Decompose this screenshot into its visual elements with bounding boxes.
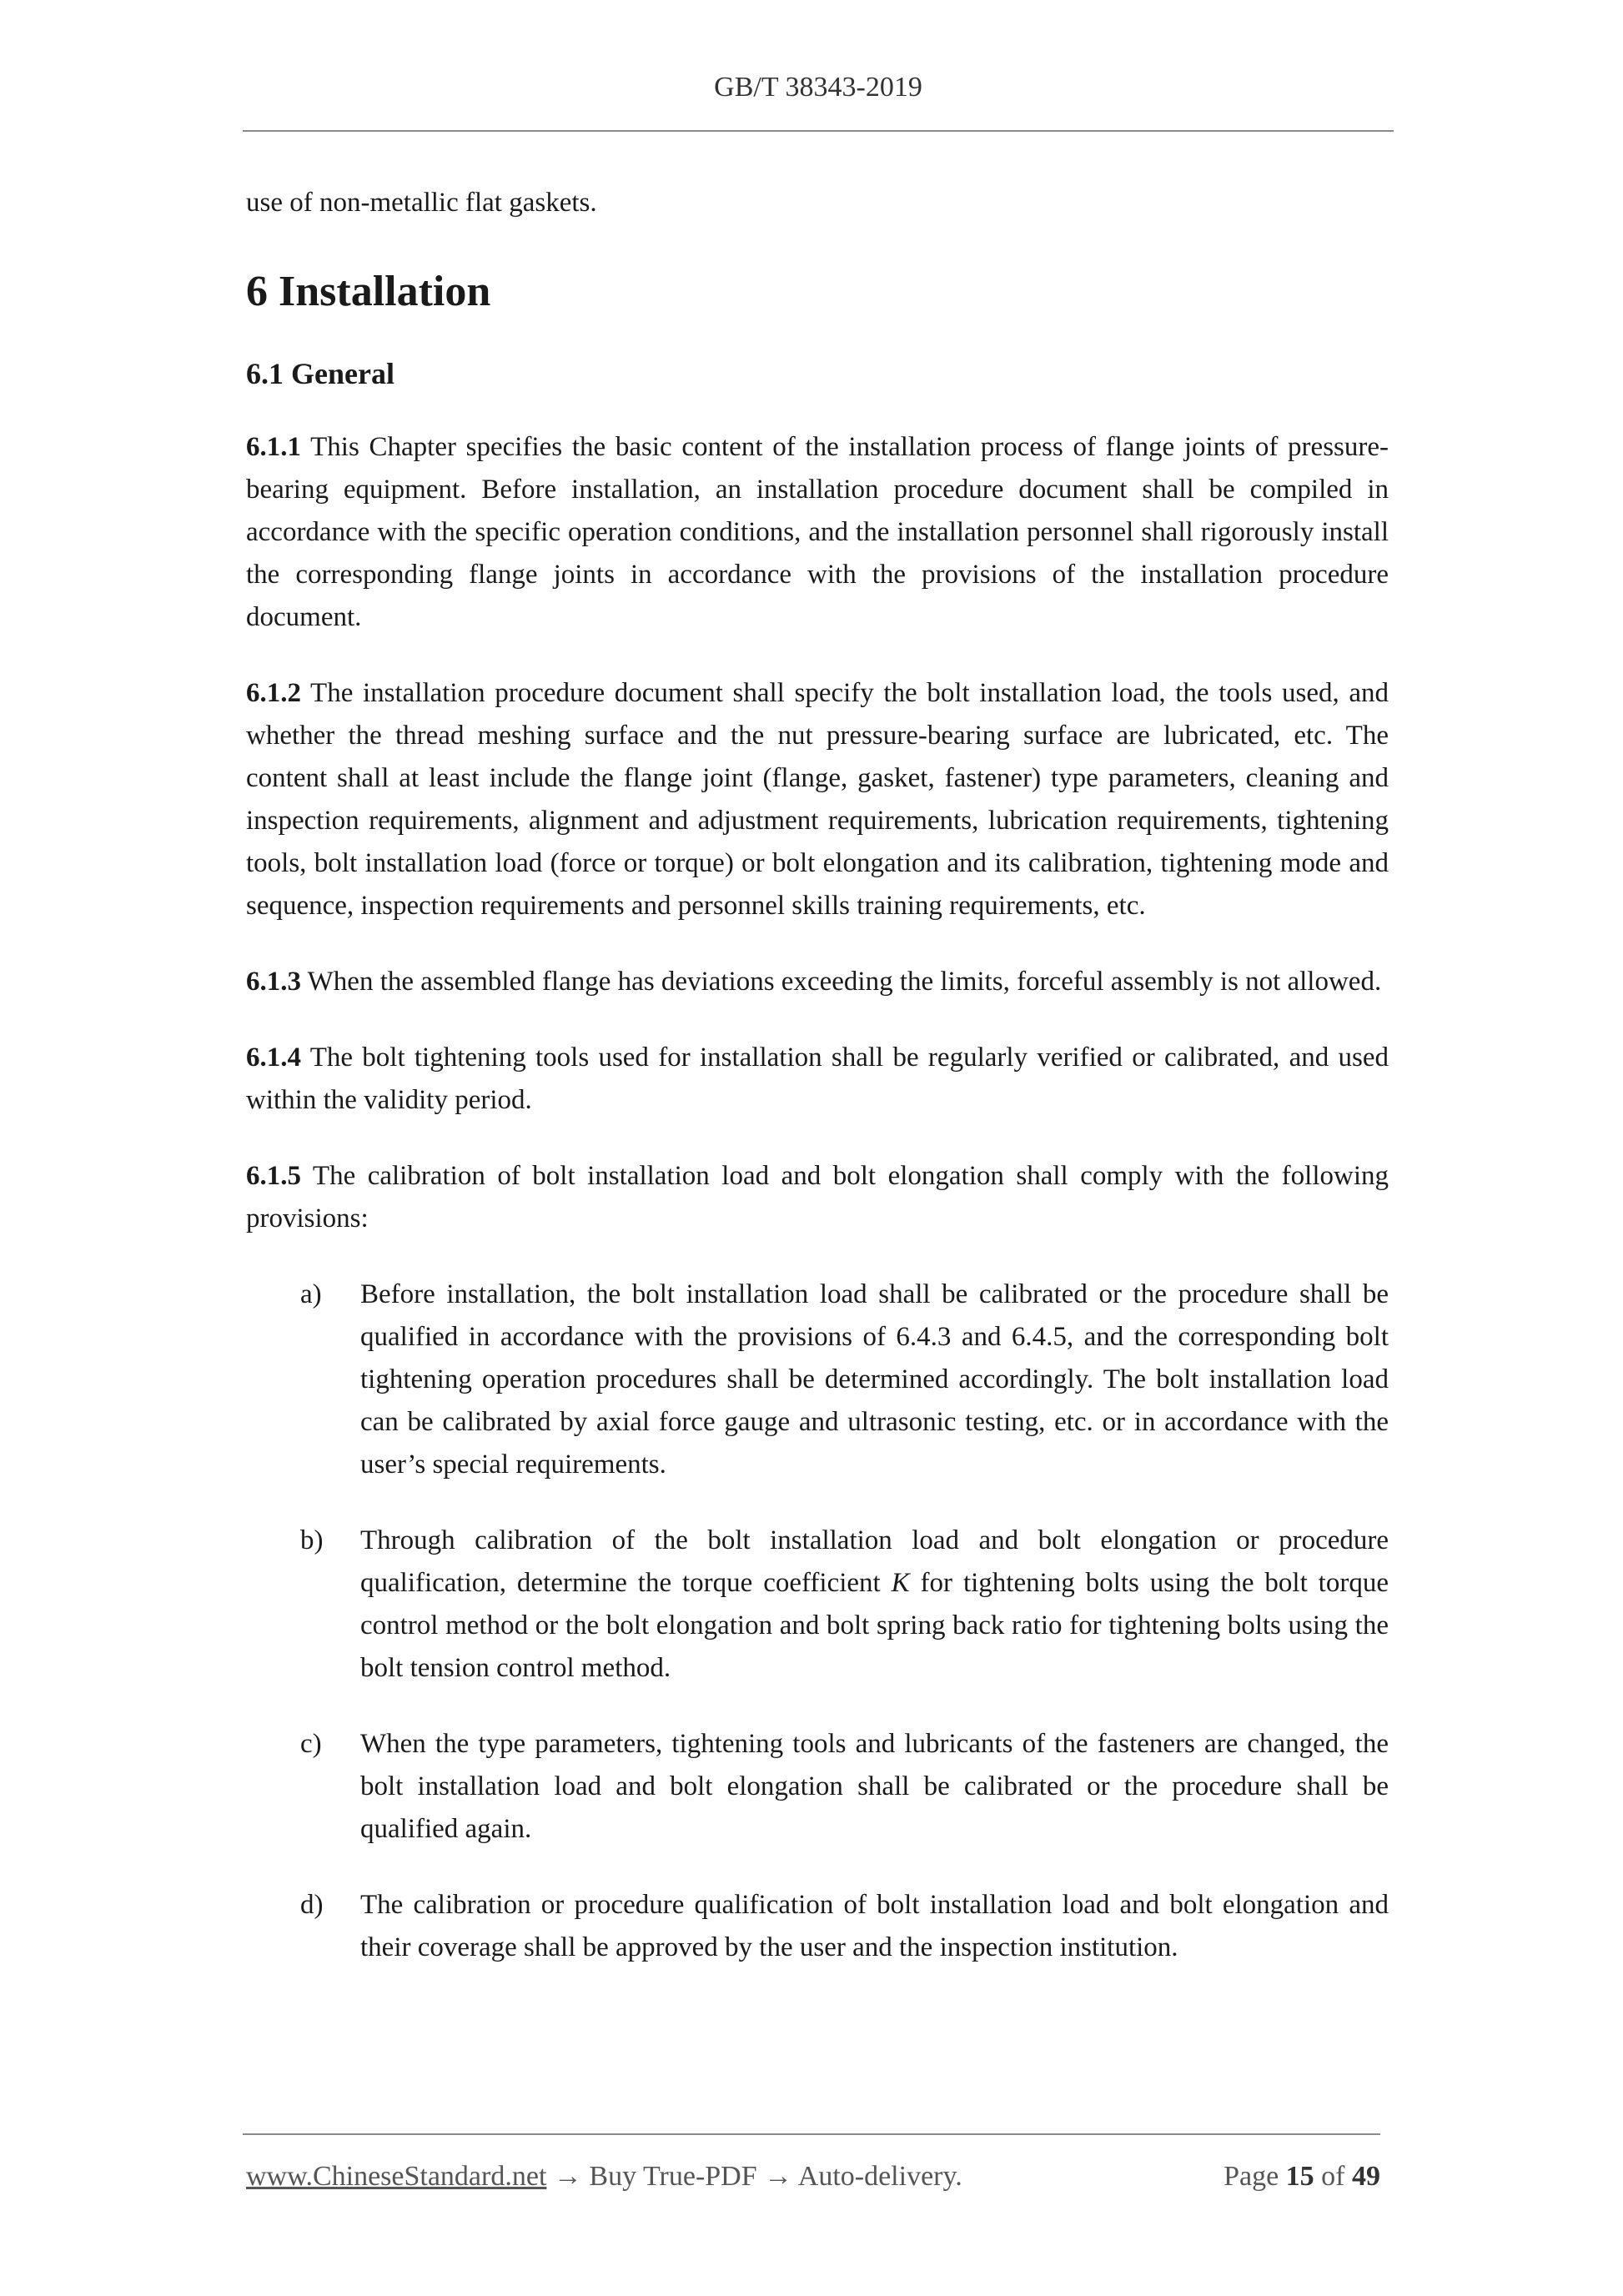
list-item-text: When the type parameters, tightening tools and lubricants of the fasteners are changed, the bolt installation load and bolt elongation shall be calibrated or the procedure shall be qualified again. bbox=[360, 1729, 1389, 1844]
delivery-text: Auto-delivery. bbox=[797, 2161, 962, 2192]
clause-6-1-3 bbox=[246, 961, 1389, 1003]
of-label: of bbox=[1321, 2161, 1345, 2192]
page-label: Page bbox=[1224, 2161, 1279, 2192]
clause-text: The calibration of bolt installation load and bolt elongation shall comply with the following provisions: bbox=[246, 1161, 1389, 1233]
carryover-text: use of non-metallic flat gaskets. bbox=[246, 188, 597, 218]
document-body bbox=[246, 182, 1389, 2002]
clause-text: This Chapter specifies the basic content of the installation process of flange joints of pressure-bearing equipment. Before installation, an installation procedure document shall be compiled in accordance with the specific operation conditions, and the installation personnel shall rigorously install the corresponding flange joints in accordance with the provisions of the installation procedure document. bbox=[246, 432, 1389, 632]
list-item-c bbox=[300, 1723, 1389, 1851]
chapter-title: 6 Installation bbox=[246, 268, 491, 315]
total-pages: 49 bbox=[1352, 2161, 1380, 2192]
clause-text: The bolt tightening tools used for installation shall be regularly verified or calibrated, and used within the validity period. bbox=[246, 1042, 1389, 1115]
section-title: 6.1 General bbox=[246, 357, 394, 390]
clause-number: 6.1.3 bbox=[246, 967, 301, 997]
clause-6-1-5 bbox=[246, 1155, 1389, 1240]
arrow-right-icon: → bbox=[764, 2161, 793, 2192]
arrow-right-icon: → bbox=[553, 2161, 582, 2192]
list-item-d bbox=[300, 1884, 1389, 1969]
current-page: 15 bbox=[1285, 2161, 1314, 2192]
list-marker: b) bbox=[300, 1525, 324, 1555]
clause-6-1-1 bbox=[246, 426, 1389, 639]
list-item-text: Before installation, the bolt installation load shall be calibrated or the procedure shall be qualified in accordance with the provisions of 6.4.3 and 6.4.5, and the corresponding bolt tightening operation procedures shall be determined accordingly. The bolt installation load can be calibrated by axial force gauge and ultrasonic testing, etc. or in accordance with the user’s special requirements. bbox=[360, 1279, 1389, 1480]
list-item-text-part: for tightening bolts using the bolt torque control method or the bolt elongation and bolt spring back ratio for tightening bolts using the bolt tension control method. bbox=[360, 1568, 1389, 1683]
clause-number: 6.1.1 bbox=[246, 432, 301, 462]
list-marker: d) bbox=[300, 1890, 324, 1920]
clause-text: The installation procedure document shall specify the bolt installation load, the tools used, and whether the thread meshing surface and the nut pressure-bearing surface are lubricated, etc. The content shall at least include the flange joint (flange, gasket, fastener) type parameters, cleaning and inspection requirements, alignment and adjustment requirements, lubrication requirements, tightening tools, bolt installation load (force or torque) or bolt elongation and its calibration, tightening mode and sequence, inspection requirements and personnel skills training requirements, etc. bbox=[246, 678, 1389, 921]
clause-text: When the assembled flange has deviations exceeding the limits, forceful assembly is not allowed. bbox=[307, 967, 1382, 997]
list-marker: c) bbox=[300, 1729, 322, 1759]
list-item-text bbox=[360, 1520, 1389, 1690]
clause-number: 6.1.5 bbox=[246, 1161, 301, 1191]
list-item-a bbox=[300, 1274, 1389, 1486]
clause-number: 6.1.2 bbox=[246, 678, 301, 708]
list-marker: a) bbox=[300, 1279, 322, 1309]
clause-6-1-2 bbox=[246, 672, 1389, 927]
page-footer bbox=[246, 2161, 1380, 2193]
header-divider bbox=[243, 130, 1394, 132]
footer-divider bbox=[243, 2133, 1380, 2135]
document-header: GB/T 38343-2019 bbox=[714, 72, 922, 103]
clause-number: 6.1.4 bbox=[246, 1042, 301, 1073]
buy-pdf-text: Buy True-PDF bbox=[589, 2161, 757, 2192]
page-number bbox=[1224, 2161, 1380, 2193]
list-item-b bbox=[300, 1520, 1389, 1690]
list-item-text: The calibration or procedure qualification of bolt installation load and bolt elongation and their coverage shall be approved by the user and the inspection institution. bbox=[360, 1890, 1389, 1962]
clause-6-1-4 bbox=[246, 1037, 1389, 1122]
website-link[interactable]: www.ChineseStandard.net bbox=[246, 2161, 547, 2192]
list-item-text-part: Through calibration of the bolt installation load and bolt elongation or procedure qualification, determine the torque coefficient bbox=[360, 1525, 1389, 1598]
torque-coefficient-symbol: K bbox=[891, 1568, 910, 1598]
